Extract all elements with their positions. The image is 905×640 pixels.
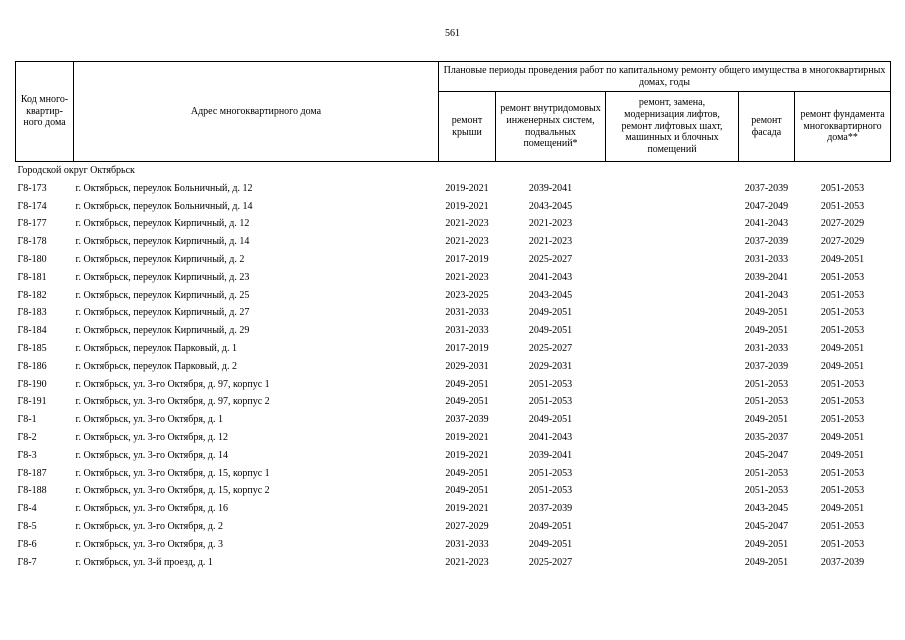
table-row (16, 269, 891, 287)
cell-lifts (606, 393, 739, 411)
cell-lifts (606, 251, 739, 269)
cell-code: Г8-1 (17, 414, 37, 426)
table-row (16, 198, 891, 216)
cell-roof: 2019-2021 (445, 503, 489, 515)
cell-systems: 2025-2027 (528, 556, 573, 568)
cell-roof: 2017-2019 (445, 342, 489, 354)
cell-code: Г8-186 (17, 360, 47, 372)
cell-code: Г8-5 (17, 520, 37, 532)
cell-address: г. Октябрьск, переулок Кирпичный, д. 27 (75, 307, 250, 319)
cell-systems: 2021-2023 (528, 236, 573, 248)
cell-address: г. Октябрьск, ул. 3-го Октября, д. 12 (75, 431, 228, 443)
table-row (16, 447, 891, 465)
cell-foundation: 2027-2029 (820, 236, 865, 248)
cell-lifts (606, 233, 739, 251)
cell-roof: 2021-2023 (445, 271, 489, 283)
table-row (16, 251, 891, 269)
cell-foundation: 2051-2053 (820, 467, 865, 479)
cell-facade: 2031-2033 (744, 342, 789, 354)
header-systems: ремонт внутридомовых инженерных систем, подвальных помещений* (496, 92, 606, 162)
cell-facade: 2035-2037 (744, 431, 789, 443)
cell-systems: 2041-2043 (528, 431, 573, 443)
cell-foundation: 2051-2053 (820, 396, 865, 408)
cell-code: Г8-7 (17, 556, 37, 568)
cell-foundation: 2051-2053 (820, 538, 865, 550)
cell-systems: 2041-2043 (528, 271, 573, 283)
table-row (16, 500, 891, 518)
cell-lifts (606, 358, 739, 376)
cell-systems: 2051-2053 (528, 396, 573, 408)
cell-facade: 2049-2051 (744, 414, 789, 426)
cell-lifts (606, 465, 739, 483)
cell-address: г. Октябрьск, переулок Кирпичный, д. 29 (75, 325, 250, 337)
cell-foundation: 2051-2053 (820, 200, 865, 212)
header-lifts: ремонт, замена, модернизация лифтов, ремонт лифтовых шахт, машинных и блочных помещений (606, 92, 739, 162)
cell-code: Г8-184 (17, 325, 47, 337)
section-title: Городской округ Октябрьск (17, 165, 135, 176)
cell-lifts (606, 340, 739, 358)
cell-foundation: 2051-2053 (820, 289, 865, 301)
table-row (16, 322, 891, 340)
cell-systems: 2039-2041 (528, 182, 573, 194)
cell-lifts (606, 215, 739, 233)
table-row (16, 233, 891, 251)
cell-address: г. Октябрьск, переулок Кирпичный, д. 14 (75, 236, 250, 248)
cell-code: Г8-188 (17, 485, 47, 497)
cell-foundation: 2051-2053 (820, 378, 865, 390)
header-roof: ремонт крыши (439, 92, 496, 162)
cell-systems: 2043-2045 (528, 289, 573, 301)
cell-address: г. Октябрьск, ул. 3-го Октября, д. 1 (75, 414, 223, 426)
cell-address: г. Октябрьск, переулок Больничный, д. 14 (75, 200, 253, 212)
cell-code: Г8-181 (17, 271, 47, 283)
cell-code: Г8-182 (17, 289, 47, 301)
cell-roof: 2021-2023 (445, 556, 489, 568)
cell-lifts (606, 376, 739, 394)
cell-lifts (606, 198, 739, 216)
cell-lifts (606, 482, 739, 500)
cell-address: г. Октябрьск, ул. 3-го Октября, д. 15, корпус 1 (75, 467, 270, 479)
cell-lifts (606, 411, 739, 429)
cell-lifts (606, 429, 739, 447)
cell-address: г. Октябрьск, переулок Парковый, д. 2 (75, 360, 237, 372)
cell-roof: 2019-2021 (445, 449, 489, 461)
cell-roof: 2037-2039 (445, 414, 489, 426)
cell-address: г. Октябрьск, переулок Кирпичный, д. 2 (75, 253, 245, 265)
cell-lifts (606, 180, 739, 198)
cell-facade: 2049-2051 (744, 538, 789, 550)
cell-systems: 2049-2051 (528, 325, 573, 337)
header-code: Код много-квартир-ного дома (16, 62, 74, 162)
cell-address: г. Октябрьск, переулок Больничный, д. 12 (75, 182, 253, 194)
table-row (16, 465, 891, 483)
cell-address: г. Октябрьск, ул. 3-го Октября, д. 2 (75, 520, 223, 532)
cell-systems: 2021-2023 (528, 218, 573, 230)
cell-foundation: 2051-2053 (820, 414, 865, 426)
table-row (16, 393, 891, 411)
cell-code: Г8-190 (17, 378, 47, 390)
cell-roof: 2049-2051 (445, 378, 489, 390)
cell-systems: 2049-2051 (528, 307, 573, 319)
cell-roof: 2019-2021 (445, 200, 489, 212)
cell-foundation: 2027-2029 (820, 218, 865, 230)
cell-address: г. Октябрьск, ул. 3-го Октября, д. 97, корпус 2 (75, 396, 270, 408)
table-row (16, 554, 891, 572)
cell-facade: 2037-2039 (744, 360, 789, 372)
cell-facade: 2049-2051 (744, 325, 789, 337)
cell-roof: 2031-2033 (445, 307, 489, 319)
header-foundation: ремонт фундамента многоквартирного дома** (795, 92, 891, 162)
cell-facade: 2047-2049 (744, 200, 789, 212)
table-row (16, 358, 891, 376)
cell-address: г. Октябрьск, ул. 3-го Октября, д. 16 (75, 503, 228, 515)
cell-roof: 2049-2051 (445, 485, 489, 497)
cell-roof: 2027-2029 (445, 520, 489, 532)
cell-foundation: 2051-2053 (820, 307, 865, 319)
cell-code: Г8-2 (17, 431, 37, 443)
cell-facade: 2043-2045 (744, 503, 789, 515)
table-row (16, 482, 891, 500)
cell-address: г. Октябрьск, переулок Кирпичный, д. 12 (75, 218, 250, 230)
cell-code: Г8-178 (17, 236, 47, 248)
cell-foundation: 2051-2053 (820, 485, 865, 497)
cell-code: Г8-4 (17, 503, 37, 515)
cell-code: Г8-185 (17, 342, 47, 354)
cell-foundation: 2049-2051 (820, 360, 865, 372)
table-row (16, 429, 891, 447)
cell-systems: 2049-2051 (528, 414, 573, 426)
cell-foundation: 2051-2053 (820, 325, 865, 337)
table-header (16, 62, 891, 162)
cell-systems: 2039-2041 (528, 449, 573, 461)
cell-address: г. Октябрьск, переулок Кирпичный, д. 23 (75, 271, 250, 283)
cell-code: Г8-173 (17, 182, 47, 194)
cell-roof: 2031-2033 (445, 325, 489, 337)
cell-foundation: 2049-2051 (820, 253, 865, 265)
cell-code: Г8-191 (17, 396, 47, 408)
cell-systems: 2051-2053 (528, 467, 573, 479)
cell-roof: 2019-2021 (445, 431, 489, 443)
cell-foundation: 2049-2051 (820, 503, 865, 515)
cell-lifts (606, 554, 739, 572)
cell-roof: 2031-2033 (445, 538, 489, 550)
cell-address: г. Октябрьск, переулок Кирпичный, д. 25 (75, 289, 250, 301)
cell-facade: 2049-2051 (744, 556, 789, 568)
cell-code: Г8-6 (17, 538, 37, 550)
table-row (16, 304, 891, 322)
cell-lifts (606, 447, 739, 465)
cell-systems: 2049-2051 (528, 538, 573, 550)
table-row (16, 376, 891, 394)
page-number: 561 (445, 28, 460, 39)
cell-code: Г8-174 (17, 200, 47, 212)
cell-systems: 2043-2045 (528, 200, 573, 212)
cell-roof: 2021-2023 (445, 236, 489, 248)
table-row (16, 536, 891, 554)
table-row (16, 411, 891, 429)
cell-code: Г8-180 (17, 253, 47, 265)
cell-foundation: 2049-2051 (820, 449, 865, 461)
cell-roof: 2049-2051 (445, 396, 489, 408)
table-row (16, 180, 891, 198)
cell-lifts (606, 269, 739, 287)
cell-roof: 2029-2031 (445, 360, 489, 372)
cell-address: г. Октябрьск, переулок Парковый, д. 1 (75, 342, 237, 354)
cell-lifts (606, 518, 739, 536)
cell-address: г. Октябрьск, ул. 3-го Октября, д. 3 (75, 538, 223, 550)
section-row (16, 162, 891, 180)
cell-lifts (606, 287, 739, 305)
cell-roof: 2049-2051 (445, 467, 489, 479)
cell-foundation: 2051-2053 (820, 182, 865, 194)
cell-foundation: 2051-2053 (820, 520, 865, 532)
capital-repair-table (15, 61, 891, 571)
cell-roof: 2021-2023 (445, 218, 489, 230)
cell-facade: 2045-2047 (744, 520, 789, 532)
cell-address: г. Октябрьск, ул. 3-й проезд, д. 1 (75, 556, 213, 568)
cell-facade: 2037-2039 (744, 236, 789, 248)
table-row (16, 518, 891, 536)
cell-facade: 2041-2043 (744, 218, 789, 230)
cell-facade: 2045-2047 (744, 449, 789, 461)
cell-systems: 2037-2039 (528, 503, 573, 515)
table-row (16, 215, 891, 233)
cell-code: Г8-183 (17, 307, 47, 319)
cell-systems: 2029-2031 (528, 360, 573, 372)
cell-systems: 2049-2051 (528, 520, 573, 532)
cell-code: Г8-187 (17, 467, 47, 479)
table-row (16, 340, 891, 358)
cell-facade: 2041-2043 (744, 289, 789, 301)
cell-facade: 2051-2053 (744, 485, 789, 497)
cell-roof: 2023-2025 (445, 289, 489, 301)
cell-lifts (606, 304, 739, 322)
cell-facade: 2051-2053 (744, 396, 789, 408)
cell-facade: 2051-2053 (744, 378, 789, 390)
cell-roof: 2019-2021 (445, 182, 489, 194)
cell-roof: 2017-2019 (445, 253, 489, 265)
cell-code: Г8-3 (17, 449, 37, 461)
table-body (16, 162, 891, 572)
cell-systems: 2025-2027 (528, 253, 573, 265)
cell-lifts (606, 500, 739, 518)
cell-lifts (606, 322, 739, 340)
header-periods: Плановые периоды проведения работ по капитальному ремонту общего имущества в многоквартирных домах, годы (439, 62, 891, 92)
cell-address: г. Октябрьск, ул. 3-го Октября, д. 15, корпус 2 (75, 485, 270, 497)
cell-lifts (606, 536, 739, 554)
cell-facade: 2031-2033 (744, 253, 789, 265)
table-row (16, 287, 891, 305)
cell-address: г. Октябрьск, ул. 3-го Октября, д. 97, корпус 1 (75, 378, 270, 390)
cell-facade: 2037-2039 (744, 182, 789, 194)
cell-systems: 2051-2053 (528, 378, 573, 390)
header-address: Адрес многоквартирного дома (74, 62, 439, 162)
cell-foundation: 2051-2053 (820, 271, 865, 283)
cell-facade: 2051-2053 (744, 467, 789, 479)
cell-code: Г8-177 (17, 218, 47, 230)
cell-facade: 2039-2041 (744, 271, 789, 283)
cell-foundation: 2049-2051 (820, 431, 865, 443)
cell-foundation: 2049-2051 (820, 342, 865, 354)
cell-facade: 2049-2051 (744, 307, 789, 319)
cell-address: г. Октябрьск, ул. 3-го Октября, д. 14 (75, 449, 228, 461)
cell-foundation: 2037-2039 (820, 556, 865, 568)
cell-systems: 2025-2027 (528, 342, 573, 354)
header-facade: ремонт фасада (739, 92, 795, 162)
cell-systems: 2051-2053 (528, 485, 573, 497)
